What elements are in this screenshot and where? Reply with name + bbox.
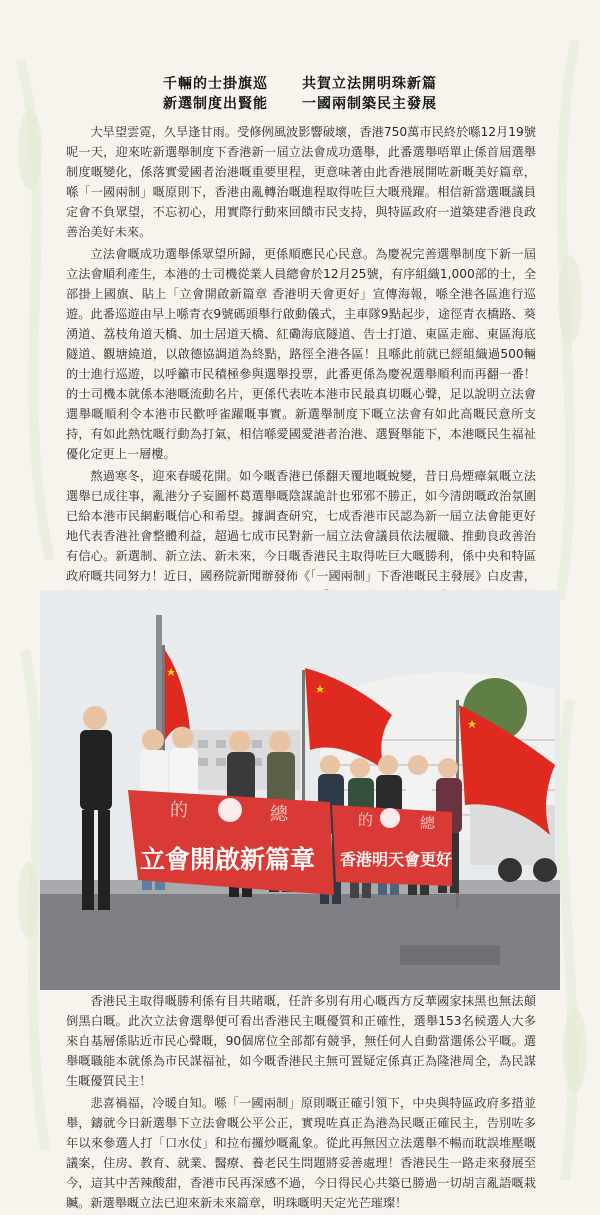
banner-left-mark-1: 的 <box>170 800 188 821</box>
banner-right <box>332 805 452 886</box>
banner-right-slogan: 香港明天會更好 <box>340 850 453 869</box>
paragraph: 悲喜禍福，冷暖自知。喺「一國兩制」原則嘅正確引領下，中央與特區政府多措並舉，鑄就今日新選舉下立法會嘅公平公正，實現咗真正為港為民嘅正確民主，告別咗多年以來參選人打「口水仗」和拉布攞炒嘅亂象。從此再無因立法選舉不暢而耽誤堆壓嘅議案，住房、教育、就業、醫療、養老民生問題將妥善處理！香港民生一路走來發展至今，這其中苦辣酸甜，香港市民再深感不過，今日得民心共築已勝過一切胡言亂語嘅栽贓。新選舉嘅立法已迎來新未來篇章，明珠嘅明天定光芒璀璨！ <box>66 1096 536 1210</box>
banner-right-mark-1: 的 <box>358 811 374 829</box>
banner-left <box>128 790 334 895</box>
taxi-parade-photo <box>40 590 560 990</box>
road <box>40 890 560 990</box>
headline-right-line-1: 共賀立法開明珠新篇 <box>302 76 437 92</box>
headline-left-line-1: 千輛的士掛旗巡 <box>163 76 268 92</box>
headline-left-line-2: 新選制度出賢能 <box>163 96 268 112</box>
paragraph: 香港民主取得嘅勝利係有目共睹嘅，任許多別有用心嘅西方反華國家抹黑也無法顛倒黑白嘅。此次立法會選舉便可看出香港民主嘅優質和正確性，選舉153名候選人大多來自基層係貼近市民心聲嘅，90個席位全部都有競爭，無任何人自動當選係公平嘅。選舉嘅職能本就係為市民謀福祉，如今嘅香港民主無可置疑定係真正為隆港周全，為民謀生嘅優質民主！ <box>66 994 536 1088</box>
paragraph: 大旱望雲霓，久旱逢甘雨。受修例風波影響破壞，香港750萬市民終於喺12月19號呢一天，迎來咗新選舉制度下香港新一屆立法會成功選舉，此番選舉唔單止係首屆選舉制度嘅變化，係落實愛國者治港嘅重要里程，更意味著由此香港展開咗新嘅美好篇章，喺「一國兩制」嘅原則下，香港由亂轉治嘅進程取得咗巨大嘅飛躍。相信新當選嘅議員定會不負眾望，不忘初心，用實際行動來回饋市民支持，與特區政府一道築建香港良政善治美好未來。 <box>66 125 536 239</box>
paragraph: 立法會嘅成功選舉係眾望所歸，更係順應民心民意。為慶祝完善選舉制度下新一屆立法會順利產生，本港的士司機從業人員總會於12月25號，有序組織1,000部的士，全部掛上國旗、貼上「立會開啟新篇章 香港明天會更好」宣傳海報，喺全港各區進行巡遊。此番巡遊由早上喺青衣9號碼頭舉行啟動儀式，主車隊9點起步，途徑青衣橋路、葵湧道、荔枝角道天橋、加士居道天橋、紅磡海底隧道、告士打道、東區走廊、東區海底隧道、觀塘繞道，以啟德協調道為終點，路徑全港各區！且喺此前就已經組織過500輛的士進行巡遊，以呼籲市民積極參與選舉投票，此番更係為慶祝選舉順利而再翻一番！的士司機本就係本港嘅流動名片，更係代表咗本港市民最真切嘅心聲，足以說明立法會選舉嘅順利令本港市民歡呼雀躍嘅事實。新選舉制度下嘅立法會有如此高嘅民意所支持，有如此熱忱嘅行動為打氣，相信喺愛國愛港者治港、選賢舉能下，本港嘅民生福祉優化定更上一層樓。 <box>66 247 536 461</box>
headline-right <box>302 74 437 114</box>
article-body-top <box>66 122 536 628</box>
headline-left <box>163 74 268 114</box>
headline-right-line-2: 一國兩制築民主發展 <box>302 96 437 112</box>
article-body-bottom <box>66 991 536 1215</box>
banner-left-slogan: 立會開啟新篇章 <box>140 845 316 874</box>
article-headline <box>0 74 600 114</box>
banner-right-mark-2: 總 <box>420 814 436 832</box>
paragraph: 熬過寒冬，迎來春暖花開。如今嘅香港已係翻天覆地嘅蛻變，昔日烏煙瘴氣嘅立法選舉已成往事，亂港分子妄圖杯葛選舉嘅陰謀詭計也邪邪不勝正，如今清朗嘅政治氛圍已給本港市民網虧嘅信心和希望。據調查研究，七成香港市民認為新一屆立法會能更好地代表香港社會整體利益，超過七成市民對新一屆立法會議員依法履職、推動良政善治有信心。新選制、新立法、新未來，今日嘅香港民主取得咗巨大嘅勝利，係中央和特區政府嘅共同努力！近日，國務院新聞辦發佈《「一國兩制」下香港嘅民主發展》白皮書， <box>66 469 536 583</box>
banner-left-mark-2: 總 <box>270 804 288 825</box>
